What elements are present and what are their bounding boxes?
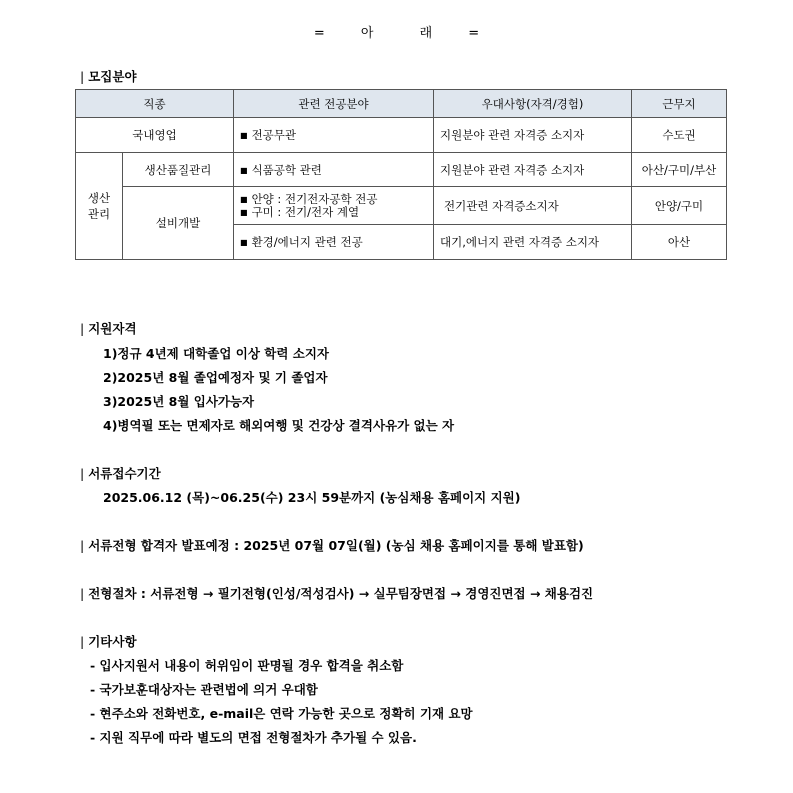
qualification-item: 4)병역필 또는 면제자로 해외여행 및 건강상 결격사유가 없는 자: [103, 418, 455, 433]
column-header: 관련 전공분야: [234, 90, 434, 118]
title-part: =: [468, 26, 480, 41]
title-part: 래: [419, 26, 433, 41]
major-cell: ■ 환경/에너지 관련 전공: [234, 225, 434, 260]
period-text: 2025.06.12 (목)~06.25(수) 23시 59분까지 (농심채용 홈페이지 지원): [103, 490, 521, 505]
column-header: 우대사항(자격/경험): [434, 90, 632, 118]
etc-heading: | 기타사항: [80, 634, 137, 649]
table-row: [76, 187, 727, 225]
job-cell: 국내영업: [76, 118, 234, 153]
preference-cell: 전기관련 자격증소지자: [434, 187, 632, 225]
job-cell: 설비개발: [123, 187, 234, 260]
job-cell: 생산품질관리: [123, 153, 234, 187]
recruit-table: [75, 89, 727, 260]
column-header: 근무지: [632, 90, 727, 118]
major-cell: ■ 전공무관: [234, 118, 434, 153]
preference-cell: 대기,에너지 관련 자격증 소지자: [434, 225, 632, 260]
table-row: [76, 118, 727, 153]
etc-item: - 국가보훈대상자는 관련법에 의거 우대함: [90, 682, 318, 697]
etc-item: - 현주소와 전화번호, e-mail은 연락 가능한 곳으로 정확히 기재 요망: [90, 706, 473, 721]
location-cell: 아산: [632, 225, 727, 260]
announce-line: | 서류전형 합격자 발표예정 : 2025년 07월 07일(월) (농심 채용 홈페이지를 통해 발표함): [80, 538, 584, 553]
location-cell: 수도권: [632, 118, 727, 153]
table-row: [76, 153, 727, 187]
table-header-row: [76, 90, 727, 118]
etc-item: - 지원 직무에 따라 별도의 면접 전형절차가 추가될 수 있음.: [90, 730, 417, 745]
major-cell: ■ 안양 : 전기전자공학 전공 ■ 구미 : 전기/전자 계열: [234, 187, 434, 225]
group-cell: 생산 관리: [76, 153, 123, 260]
column-header: 직종: [76, 90, 234, 118]
title-part: 아: [360, 26, 374, 41]
qualification-heading: | 지원자격: [80, 321, 137, 336]
major-cell: ■ 식품공학 관련: [234, 153, 434, 187]
location-cell: 아산/구미/부산: [632, 153, 727, 187]
qualification-item: 2)2025년 8월 졸업예정자 및 기 졸업자: [103, 370, 328, 385]
etc-item: - 입사지원서 내용이 허위임이 판명될 경우 합격을 취소함: [90, 658, 404, 673]
title-part: =: [313, 26, 325, 41]
preference-cell: 지원분야 관련 자격증 소지자: [434, 153, 632, 187]
recruit-heading: | 모집분야: [80, 69, 137, 84]
location-cell: 안양/구미: [632, 187, 727, 225]
qualification-item: 3)2025년 8월 입사가능자: [103, 394, 255, 409]
period-heading: | 서류접수기간: [80, 466, 161, 481]
process-line: | 전형절차 : 서류전형 → 필기전형(인성/적성검사) → 실무팀장면접 → 경영진면접 → 채용검진: [80, 586, 594, 601]
qualification-item: 1)정규 4년제 대학졸업 이상 학력 소지자: [103, 346, 329, 361]
document-title: [0, 22, 793, 41]
preference-cell: 지원분야 관련 자격증 소지자: [434, 118, 632, 153]
